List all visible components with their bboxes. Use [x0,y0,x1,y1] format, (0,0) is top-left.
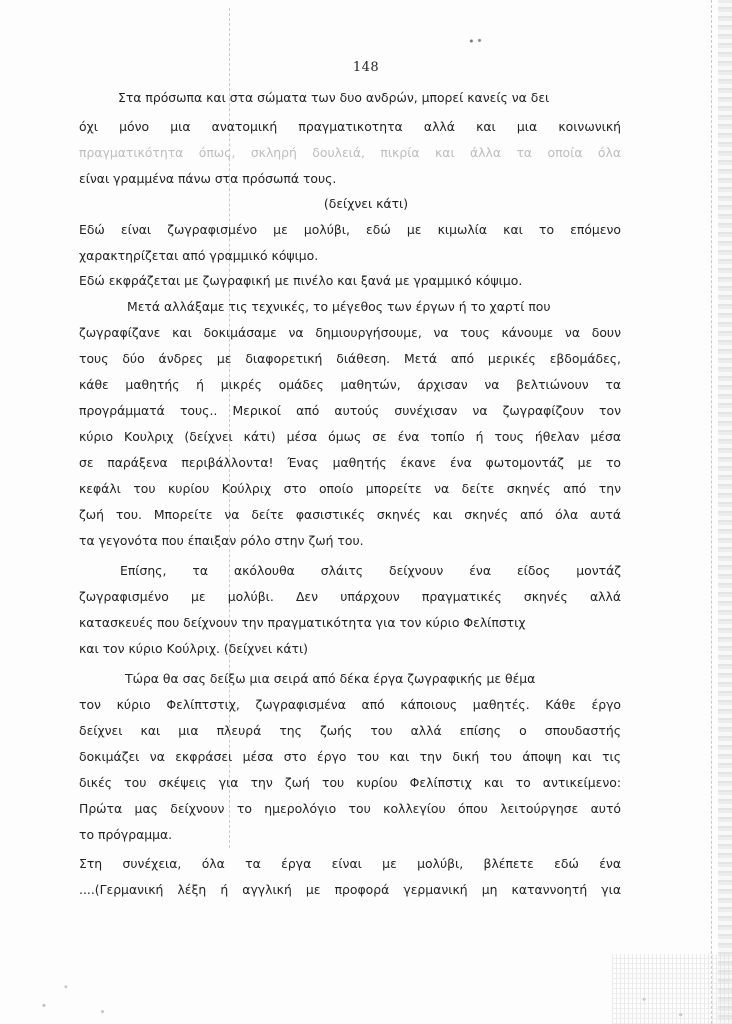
paragraph-line: σε παράξενα περιβάλλοντα! Ένας μαθητής έκανε ένα φωτομοντάζ με το [79,455,621,470]
paragraph-line: Επίσης, τα ακόλουθα σλάιτς δείχνουν ένα είδος μοντάζ [120,563,621,578]
paragraph-line: Εδώ είναι ζωγραφισμένο με μολύβι, εδώ με κιμωλία και το επόμενο [79,222,621,237]
paragraph-line: Μετά αλλάξαμε τις τεχνικές, το μέγεθος των έργων ή το χαρτί που [127,299,551,314]
paragraph-line: Τώρα θα σας δείξω μια σειρά από δέκα έργα ζωγραφικής με θέμα [125,671,536,686]
paragraph-line: Στα πρόσωπα και στα σώματα των δυο ανδρών, μπορεί κανείς να δει [118,90,550,105]
paragraph-line: ζωγραφισμένο με μολύβι. Δεν υπάρχουν πραγματικές σκηνές αλλά [79,589,621,604]
scan-edge-line [711,0,714,1024]
paragraph-line: κύριο Κουλριχ (δείχνει κάτι) μέσα όμως σε ένα τοπίο ή τους ήθελαν μέσα [79,429,621,444]
paragraph-line: Στη συνέχεια, όλα τα έργα είναι με μολύβι, βλέπετε εδώ ένα [79,856,621,871]
paragraph-line: όχι μόνο μια ανατομική πραγματικοτητα αλλά και μια κοινωνική [79,119,621,134]
paragraph-line: ....(Γερμανική λέξη ή αγγλική με προφορά γερμανική μη καταννοητή για [79,882,621,897]
paragraph-line: χαρακτηρίζεται από γραμμικό κόψιμο. [79,248,319,263]
paragraph-line: προγράμματά τους.. Μερικοί από αυτούς συνέχισαν να ζωγραφίζουν τον [79,403,621,418]
paragraph-line: τους δύο άνδρες με διαφορετική διάθεση. Μετά από μερικές εβδομάδες, [79,351,621,366]
paragraph-line: κατασκευές που δείχνουν την πραγματικότητα για τον κύριο Φελίπστιχ [79,615,526,630]
paragraph-line: τον κύριο Φελίπτστιχ, ζωγραφισμένα από κάποιους μαθητές. Κάθε έργο [79,697,621,712]
paragraph-line: δοκιμάζει να εκφράσει μέσα στο έργο του και την δική του άποψη και τις [79,749,621,764]
scan-noise-corner [612,954,732,1024]
page-number: 148 [352,60,380,75]
paragraph-line-faded: πραγματικότητα όπως, σκληρή δουλειά, πικρία και άλλα τα οποία όλα [79,145,621,160]
scan-speck [466,38,484,44]
paragraph-line: ζωή του. Μπορείτε να δείτε φασιστικές σκηνές και σκηνές από όλα αυτά [79,507,621,522]
paragraph-line: κάθε μαθητής ή μικρές ομάδες μαθητών, άρχισαν να βελτιώνουν τα [79,377,621,392]
paragraph-line: ζωγραφίζανε και δοκιμάσαμε να δημιουργήσουμε, να τους κάνουμε να δουν [79,325,621,340]
paragraph-line: το πρόγραμμα. [79,827,173,842]
paragraph-line: τα γεγονότα που έπαιξαν ρόλο στην ζωή του. [79,533,364,548]
scan-edge-shadow [718,0,732,1024]
paragraph-line: Πρώτα μας δείχνουν το ημερολόγιο του κολλεγίου όπου λειτούργησε αυτό [79,801,621,816]
paragraph-line: είναι γραμμένα πάνω στα πρόσωπά τους. [79,171,337,186]
paragraph-line: κεφάλι του κυρίου Κούλριχ στο οποίο μπορείτε να δείτε σκηνές από την [79,481,621,496]
stage-direction: (δείχνει κάτι) [323,196,409,211]
paragraph-line: και τον κύριο Κούλριχ. (δείχνει κάτι) [79,641,309,656]
paragraph-line: δείχνει και μια πλευρά της ζωής του αλλά επίσης ο σπουδαστής [79,723,621,738]
paragraph-line: Εδώ εκφράζεται με ζωγραφική με πινέλο και ξανά με γραμμικό κόψιμο. [79,273,523,288]
paragraph-line: δικές του σκέψεις για την ζωή του κυρίου Φελίπστιχ και το αντικείμενο: [79,775,621,790]
